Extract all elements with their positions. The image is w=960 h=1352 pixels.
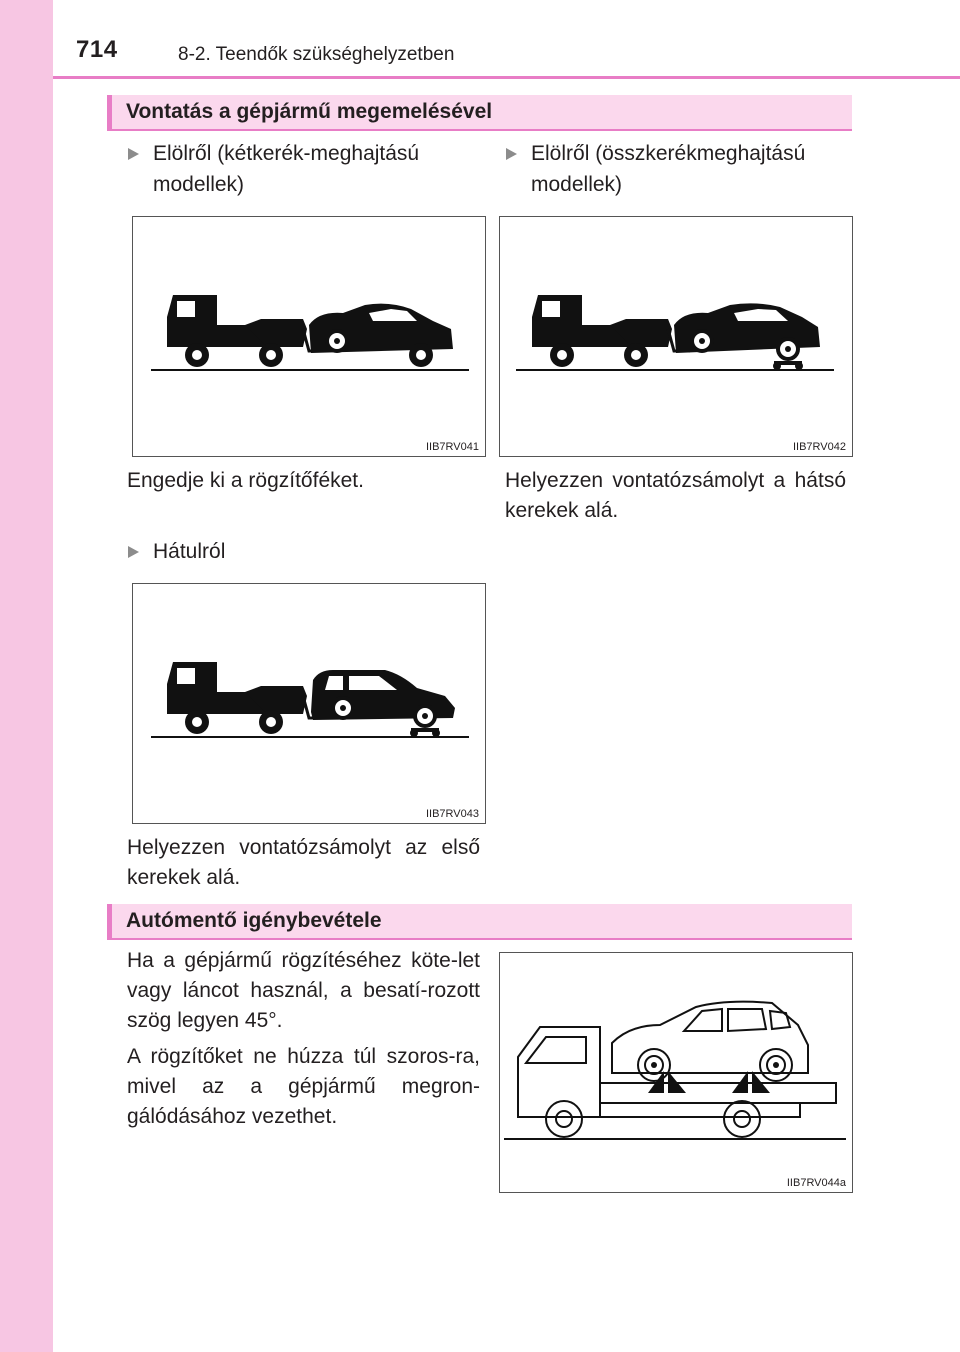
figure-front-4wd (499, 216, 853, 457)
chapter-title: 8-2. Teendők szükséghelyzetben (178, 44, 455, 65)
triangle-bullet-icon (128, 546, 139, 558)
bullet-front-4wd: Elölről (összkerékmeghajtású modellek) (506, 138, 846, 200)
figure-code: IIB7RV044a (786, 1177, 846, 1189)
section-title: Autómentő igénybevétele (126, 909, 382, 932)
side-color-bar (0, 0, 53, 1352)
section-header-flatbed (107, 904, 852, 940)
figure-flatbed (499, 952, 853, 1193)
section-header-towing (107, 95, 852, 131)
section-title: Vontatás a gépjármű megemelésével (126, 100, 493, 123)
caption-rear: Helyezzen vontatózsámolyt az első kerekek alá. (127, 836, 480, 889)
figure-front-2wd (132, 216, 486, 457)
figure-code: IIB7RV043 (425, 808, 479, 820)
tow-truck-dolly-illustration (500, 217, 854, 458)
figure-rear (132, 583, 486, 824)
triangle-bullet-icon (128, 148, 139, 160)
flatbed-paragraph-1: Ha a gépjármű rögzítéséhez köte-let vagy láncot használ, a besatí-rozott szög legyen 45°. (127, 949, 480, 1032)
figure-code: IIB7RV042 (792, 441, 846, 453)
bullet-front-2wd: Elölről (kétkerék-meghajtású modellek) (128, 138, 468, 200)
caption-front-2wd: Engedje ki a rögzítőféket. (127, 469, 364, 492)
tow-truck-rear-illustration (133, 584, 487, 825)
caption-front-4wd: Helyezzen vontatózsámolyt a hátsó kerekek alá. (505, 469, 846, 522)
flatbed-paragraph-2: A rögzítőket ne húzza túl szoros-ra, mivel az a gépjármű megron-gálódásához vezethet. (127, 1045, 480, 1128)
triangle-bullet-icon (506, 148, 517, 160)
bullet-rear: Hátulról (128, 536, 468, 567)
flatbed-truck-illustration (500, 953, 854, 1194)
figure-code: IIB7RV041 (425, 441, 479, 453)
header-rule (53, 76, 960, 79)
tow-truck-illustration (133, 217, 487, 458)
page-number: 714 (76, 36, 118, 63)
